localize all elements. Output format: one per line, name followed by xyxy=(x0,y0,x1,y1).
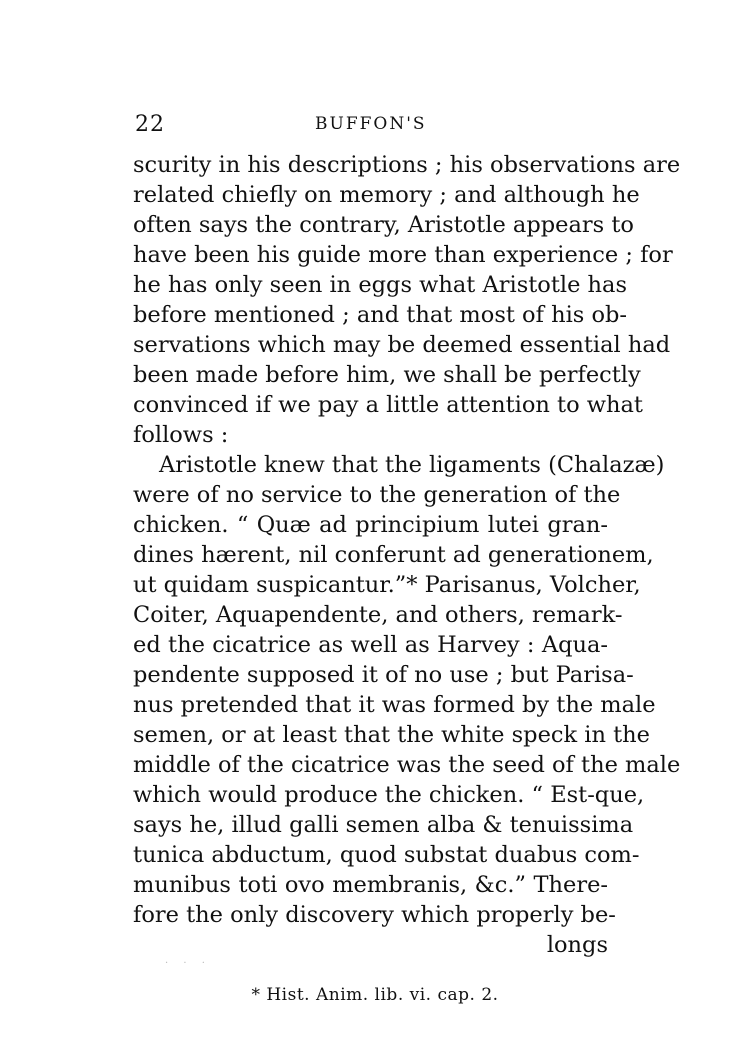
text-line: scurity in his descriptions ; his observations are xyxy=(133,152,681,178)
text-line: have been his guide more than experience ; for xyxy=(133,242,673,268)
text-line: convinced if we pay a little attention to what xyxy=(133,392,643,418)
text-line: says he, illud galli semen alba & tenuissima xyxy=(133,812,634,838)
paragraph xyxy=(133,450,681,930)
text-line: munibus toti ovo membranis, &c.” There- xyxy=(133,872,608,898)
text-line: Aristotle knew that the ligaments (Chalazæ) xyxy=(159,452,665,478)
footnote: * Hist. Anim. lib. vi. cap. 2. xyxy=(251,985,499,1005)
body-text xyxy=(133,150,681,960)
page-header xyxy=(135,112,605,142)
text-line: were of no service to the generation of the xyxy=(133,482,621,508)
text-line: dines hærent, nil conferunt ad generationem, xyxy=(133,542,654,568)
text-line: nus pretended that it was formed by the male xyxy=(133,692,656,718)
text-line: Coiter, Aquapendente, and others, remark- xyxy=(133,602,623,628)
text-line: which would produce the chicken. “ Est-que, xyxy=(133,782,645,808)
text-line: been made before him, we shall be perfectly xyxy=(133,362,641,388)
text-line: chicken. “ Quæ ad principium lutei gran- xyxy=(133,512,608,538)
text-line: servations which may be deemed essential had xyxy=(133,332,671,358)
text-line: middle of the cicatrice was the seed of the male xyxy=(133,752,681,778)
text-line: before mentioned ; and that most of his ob- xyxy=(133,302,628,328)
page-number: 22 xyxy=(135,112,165,137)
paragraph xyxy=(133,150,681,450)
text-line: fore the only discovery which properly be- xyxy=(133,902,616,928)
text-line: tunica abductum, quod substat duabus com- xyxy=(133,842,640,868)
paper-specks: · · · xyxy=(165,958,211,969)
text-line: he has only seen in eggs what Aristotle has xyxy=(133,272,627,298)
text-line: semen, or at least that the white speck in the xyxy=(133,722,650,748)
text-line: ut quidam suspicantur.”* Parisanus, Volcher, xyxy=(133,572,641,598)
text-line: often says the contrary, Aristotle appears to xyxy=(133,212,634,238)
catchword: longs xyxy=(546,932,608,958)
running-head: BUFFON'S xyxy=(315,114,427,134)
text-line: related chiefly on memory ; and although he xyxy=(133,182,640,208)
text-line: pendente supposed it of no use ; but Parisa- xyxy=(133,662,634,688)
text-line: follows : xyxy=(133,422,229,448)
text-line: ed the cicatrice as well as Harvey : Aqua- xyxy=(133,632,608,658)
